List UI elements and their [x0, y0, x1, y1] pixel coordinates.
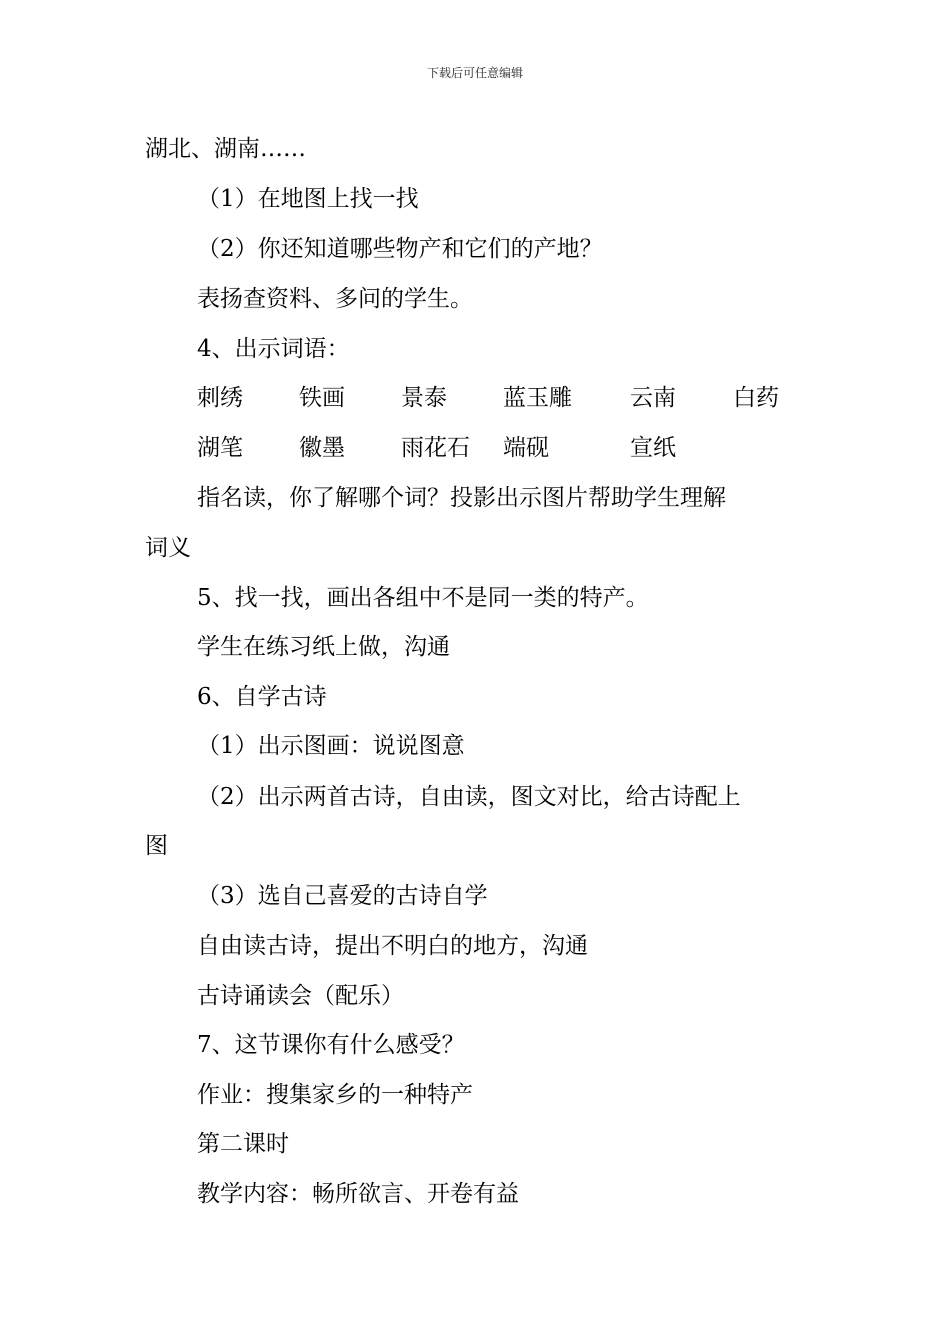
text-line: 古诗诵读会（配乐） — [197, 983, 404, 1009]
text-line: 学生在练习纸上做，沟通 — [197, 634, 450, 660]
vocabulary-word: 白药 — [733, 385, 779, 411]
text-line: 教学内容：畅所欲言、开卷有益 — [197, 1181, 519, 1207]
text-line: 作业：搜集家乡的一种特产 — [197, 1082, 473, 1108]
text-line: 7、这节课你有什么感受？ — [197, 1032, 465, 1058]
vocabulary-word: 刺绣 — [197, 385, 243, 411]
text-line: 湖北、湖南…… — [145, 136, 306, 162]
text-line: 5、找一找，画出各组中不是同一类的特产。 — [197, 585, 649, 611]
text-line: （1）在地图上找一找 — [197, 186, 419, 212]
text-line: （2）你还知道哪些物产和它们的产地？ — [197, 236, 603, 262]
page-header: 下载后可任意编辑 — [426, 66, 523, 80]
vocabulary-word: 云南 — [630, 385, 676, 411]
text-line: 词义 — [145, 535, 191, 561]
text-line: 第二课时 — [197, 1131, 289, 1157]
vocabulary-word: 雨花石 — [401, 435, 470, 461]
vocabulary-word: 景泰 — [401, 385, 447, 411]
vocabulary-word: 铁画 — [299, 385, 345, 411]
text-line: 自由读古诗，提出不明白的地方，沟通 — [197, 933, 588, 959]
vocabulary-word: 徽墨 — [299, 435, 345, 461]
vocabulary-word: 宣纸 — [630, 435, 676, 461]
text-line: 指名读，你了解哪个词？投影出示图片帮助学生理解 — [197, 485, 726, 511]
text-line: 6、自学古诗 — [197, 684, 327, 710]
vocabulary-word: 蓝玉雕 — [503, 385, 572, 411]
text-line: 图 — [145, 833, 168, 859]
text-line: （2）出示两首古诗，自由读，图文对比，给古诗配上 — [197, 784, 741, 810]
text-line: （3）选自己喜爱的古诗自学 — [197, 883, 488, 909]
text-line: （1）出示图画：说说图意 — [197, 733, 465, 759]
text-line: 4、出示词语： — [197, 336, 350, 362]
vocabulary-word: 端砚 — [503, 435, 549, 461]
vocabulary-word: 湖笔 — [197, 435, 243, 461]
text-line: 表扬查资料、多问的学生。 — [197, 286, 473, 312]
